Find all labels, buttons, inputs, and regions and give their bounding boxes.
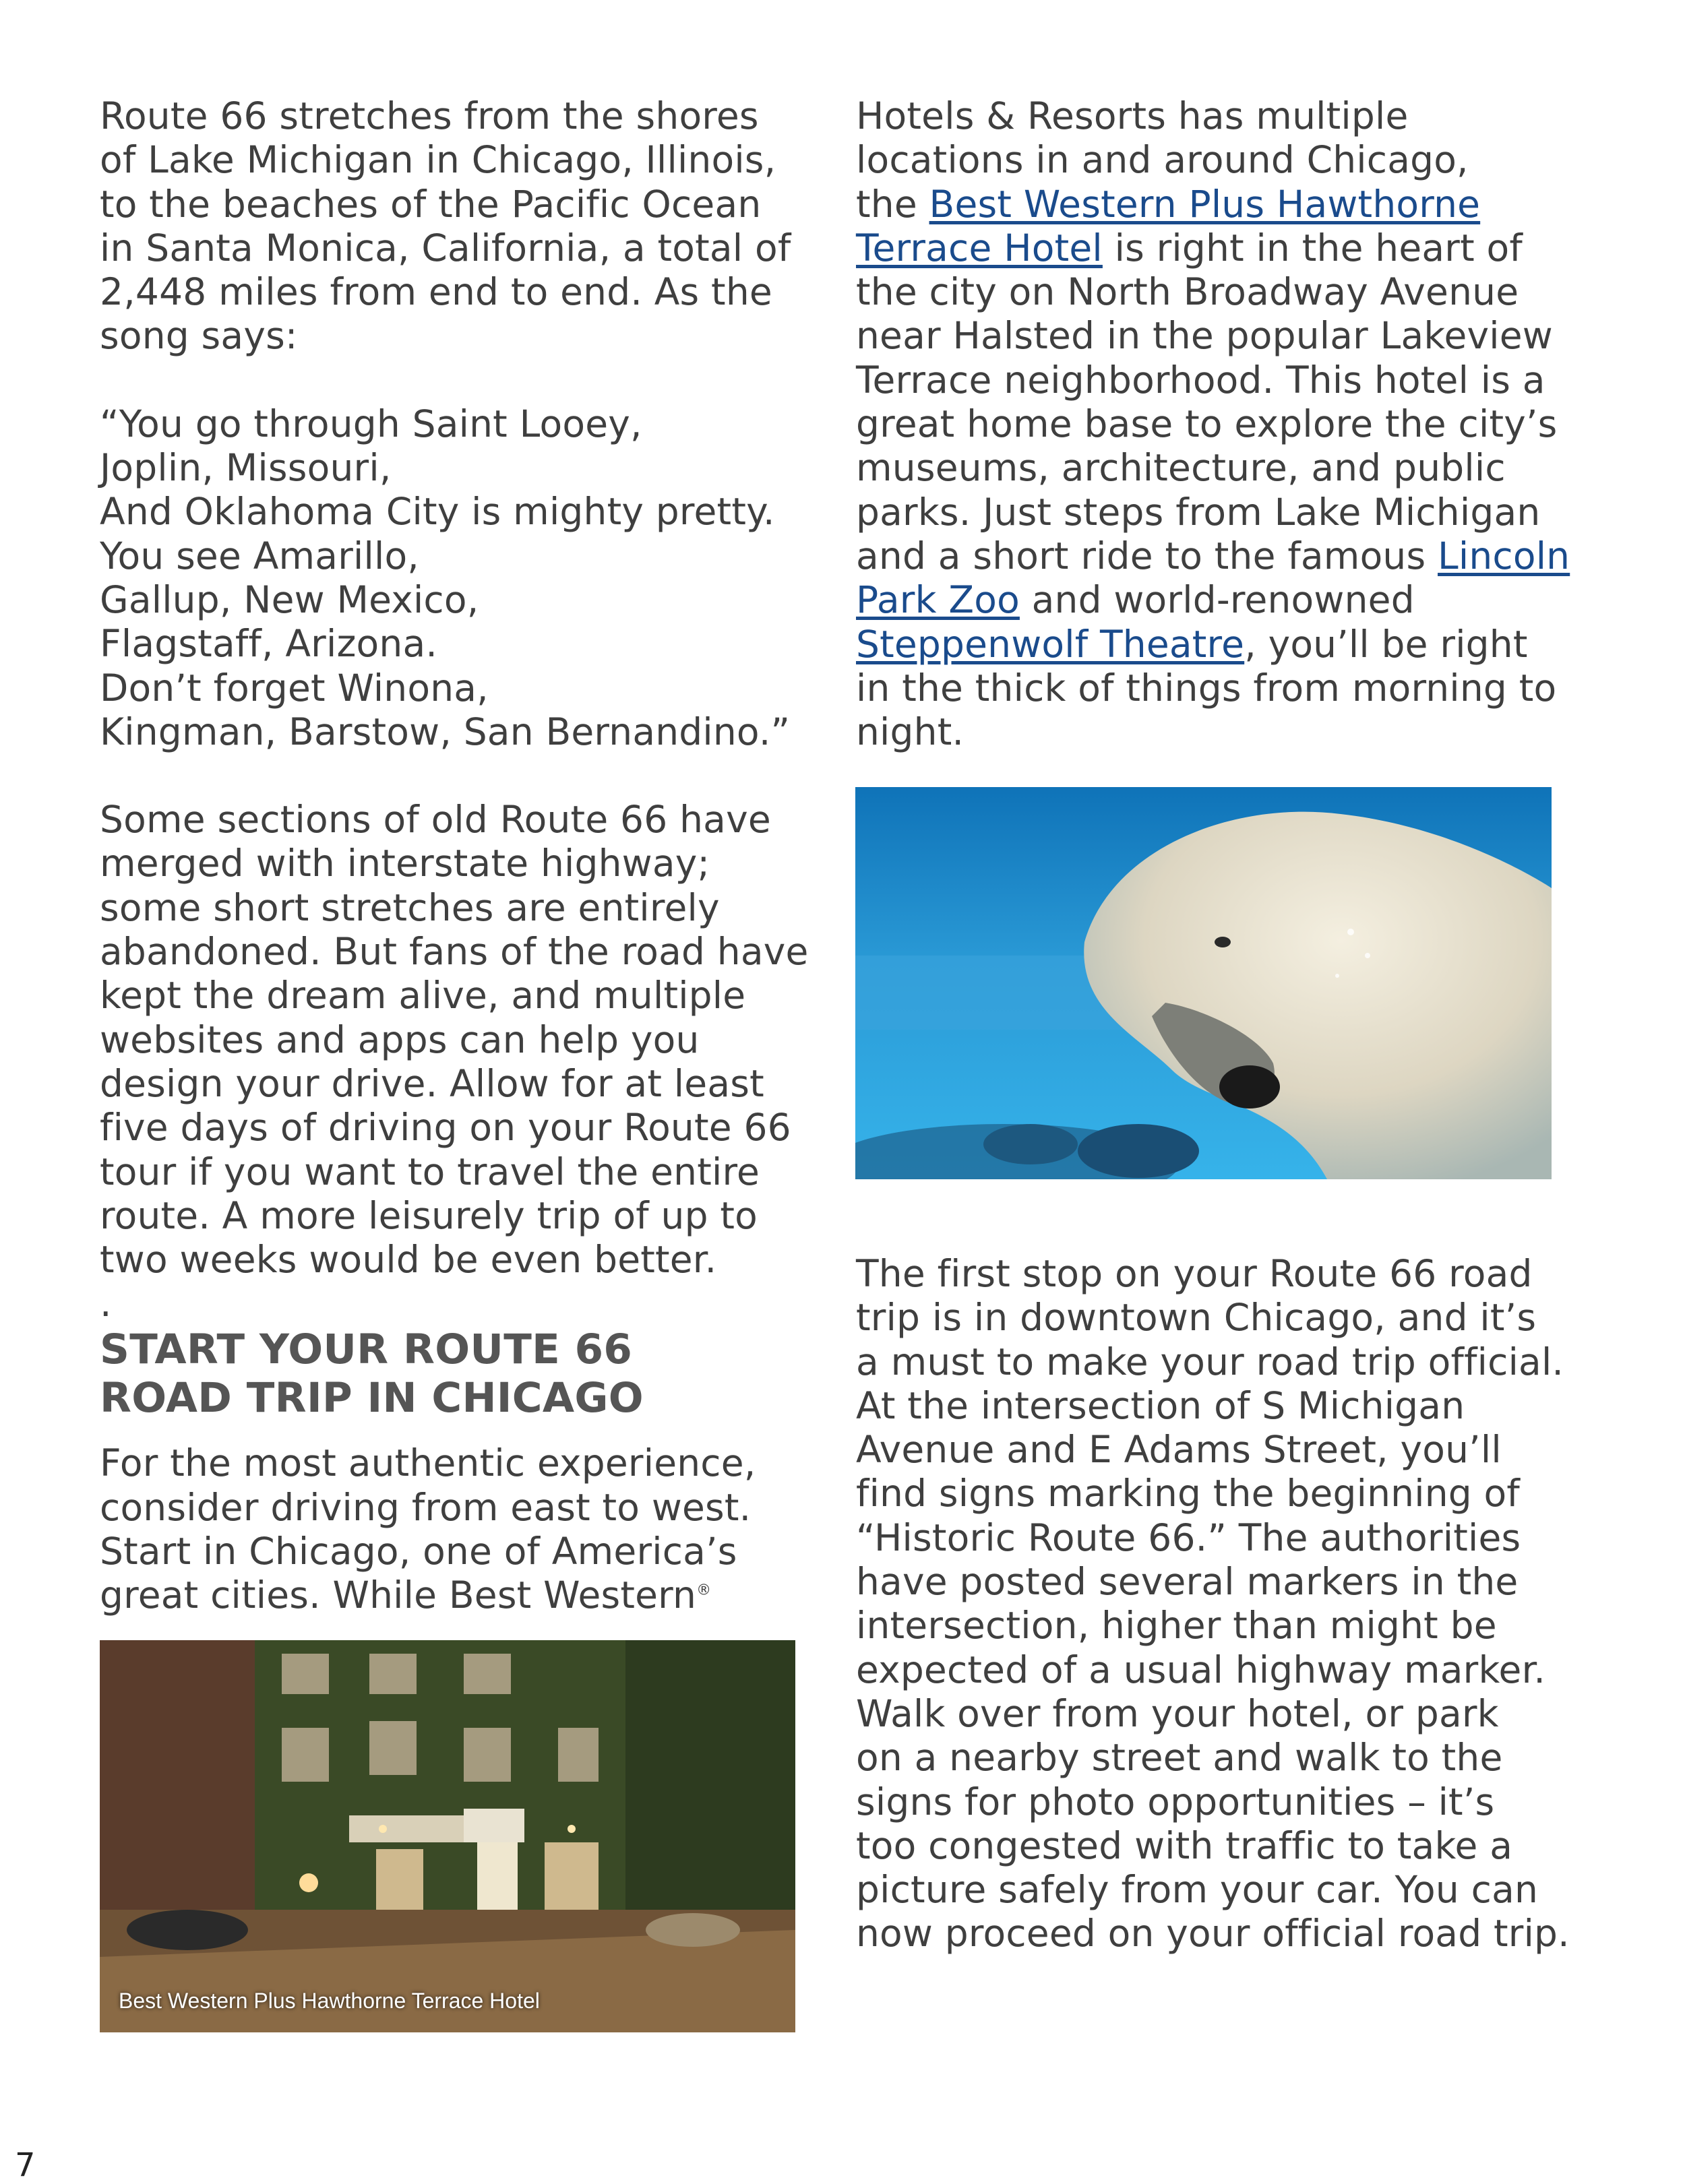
text-line: to the beaches of the Pacific Ocean [100,182,762,226]
text-line: a must to make your road trip official. [856,1340,1564,1383]
text-line: expected of a usual highway marker. [856,1648,1546,1691]
heading-line: START YOUR ROUTE 66 [100,1325,633,1374]
text-line: 2,448 miles from end to end. As the [100,270,772,314]
right-column [856,94,1597,754]
registered-mark: ® [696,1582,712,1599]
text-line: design your drive. Allow for at least [100,1061,764,1105]
lyric-line: You see Amarillo, [100,534,419,578]
lyric-line: Don’t forget Winona, [100,666,489,710]
sections-paragraph [100,798,828,1282]
text-line: night. [856,710,964,754]
text-line: tour if you want to travel the entire [100,1150,760,1193]
text-line: picture safely from your car. You can [856,1868,1539,1912]
hotel-illustration [100,1640,795,2032]
lyric-line: “You go through Saint Looey, [100,402,642,445]
text-line: of Lake Michigan in Chicago, Illinois, [100,138,776,182]
text-line: kept the dream alive, and multiple [100,974,746,1018]
text-line: For the most authentic experience, [100,1441,756,1485]
hotel-link[interactable]: Best Western Plus Hawthorne [929,182,1481,226]
text-line: At the intersection of S Michigan [856,1383,1465,1427]
page-number: 7 [15,2146,36,2184]
lyric-line: Kingman, Barstow, San Bernandino.” [100,710,791,753]
first-stop-paragraph [856,1252,1597,1956]
text-line: find signs marking the beginning of [856,1472,1520,1516]
lyric-line: Flagstaff, Arizona. [100,622,438,666]
text-line: Some sections of old Route 66 have [100,798,771,842]
lyric-line: Gallup, New Mexico, [100,578,479,621]
text-line: the city on North Broadway Avenue [856,270,1519,314]
text-line: two weeks would be even better. [100,1238,717,1282]
text-line: in the thick of things from morning to [856,666,1557,710]
steppenwolf-theatre-link[interactable]: Steppenwolf Theatre [856,622,1245,666]
text-line: near Halsted in the popular Lakeview [856,314,1553,358]
text-line: song says: [100,314,298,358]
text-line: the Best Western Plus Hawthorne [856,182,1481,226]
lyric-line: Joplin, Missouri, [100,446,392,490]
text-line: on a nearby street and walk to the [856,1736,1503,1780]
text-line: trip is in downtown Chicago, and it’s [856,1296,1537,1340]
intro-paragraph [100,94,828,358]
right-column-lower [856,1252,1597,1956]
text-line: five days of driving on your Route 66 [100,1106,791,1150]
lyric-line: And Oklahoma City is mighty pretty. [100,490,775,534]
text-line: locations in and around Chicago, [856,138,1469,182]
text-line: The first stop on your Route 66 road [856,1252,1533,1295]
hotel-caption: Best Western Plus Hawthorne Terrace Hotel [119,1989,540,2013]
hotel-paragraph [856,94,1597,754]
text-line: Start in Chicago, one of America’s [100,1530,737,1573]
text-line: “Historic Route 66.” The authorities [856,1516,1521,1559]
text-line: Route 66 stretches from the shores [100,94,759,137]
chicago-paragraph [100,1441,828,1617]
text-line: consider driving from east to west. [100,1485,752,1529]
text-line: parks. Just steps from Lake Michigan [856,490,1541,534]
stray-dot: . [100,1282,112,1325]
text-line: some short stretches are entirely [100,885,720,929]
lincoln-park-zoo-link[interactable]: Lincoln [1438,534,1570,578]
text-line: great home base to explore the city’s [856,402,1558,446]
text-line: Park Zoo and world-renowned [856,578,1415,622]
heading-line: ROAD TRIP IN CHICAGO [100,1374,644,1423]
text-line: Terrace Hotel is right in the heart of [856,226,1523,270]
text-line: Terrace neighborhood. This hotel is a [856,358,1545,402]
lincoln-park-zoo-link[interactable]: Park Zoo [856,578,1020,622]
song-lyrics [100,402,828,754]
text-line: have posted several markers in the [856,1560,1519,1604]
text-line: merged with interstate highway; [100,842,710,885]
text-line: museums, architecture, and public [856,446,1506,490]
text-line: Steppenwolf Theatre, you’ll be right [856,622,1528,666]
text-line: too congested with traffic to take a [856,1823,1513,1867]
text-line: route. A more leisurely trip of up to [100,1193,758,1237]
hotel-link[interactable]: Terrace Hotel [856,226,1103,270]
text-line: now proceed on your official road trip. [856,1912,1570,1956]
hotel-photo [100,1640,795,2032]
text-line: Hotels & Resorts has multiple [856,94,1409,137]
left-column [100,94,828,1618]
text-line: great cities. While Best Western® [100,1573,712,1617]
polar-bear-photo [855,787,1552,1179]
section-heading [100,1325,828,1423]
text-line: websites and apps can help you [100,1018,700,1061]
text-line: in Santa Monica, California, a total of [100,226,791,270]
text-line: signs for photo opportunities – it’s [856,1780,1495,1823]
text-line: Walk over from your hotel, or park [856,1691,1499,1735]
text-line: intersection, higher than might be [856,1604,1497,1648]
text-line: Avenue and E Adams Street, you’ll [856,1428,1502,1472]
text-line: abandoned. But fans of the road have [100,930,809,974]
polar-bear-illustration [855,787,1552,1179]
text-line: and a short ride to the famous Lincoln [856,534,1570,578]
